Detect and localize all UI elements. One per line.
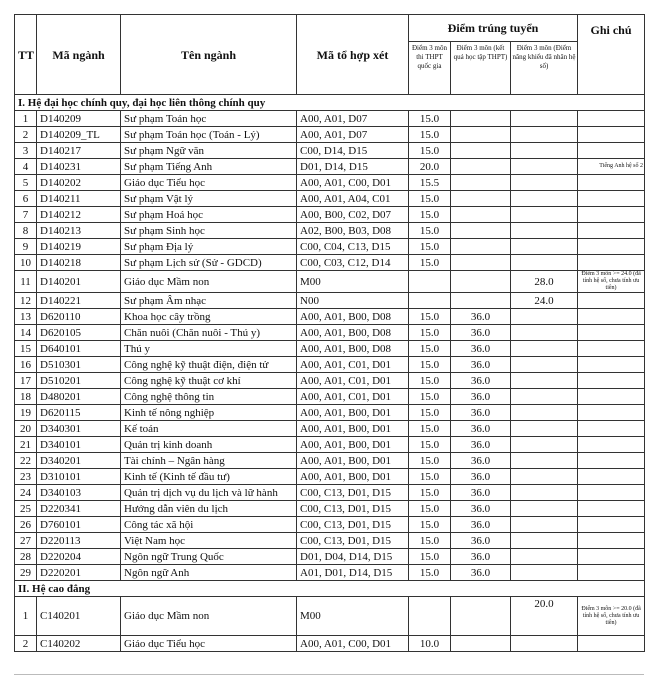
- cell-diem-hoc-ba: [451, 293, 511, 309]
- cell-to-hop: A00, A01, C01, D01: [297, 373, 409, 389]
- cell-diem-thpt: 15.0: [409, 223, 451, 239]
- cell-diem-hoc-ba: 36.0: [451, 325, 511, 341]
- cell-diem-nang-khieu: [511, 565, 578, 581]
- header-score-hoc-ba: Điểm 3 môn (kết quả học tập THPT): [451, 42, 511, 95]
- cell-ma-nganh: D140217: [37, 143, 121, 159]
- cell-ten-nganh: Quản trị dịch vụ du lịch và lữ hành: [121, 485, 297, 501]
- table-row: [15, 485, 645, 501]
- cell-diem-hoc-ba: [451, 636, 511, 652]
- cell-to-hop: A00, A01, B00, D08: [297, 325, 409, 341]
- header-score-nang-khieu: Điểm 3 môn (Điểm năng khiếu đã nhân hệ số): [511, 42, 578, 95]
- admission-score-document: [14, 14, 644, 652]
- cell-ma-nganh: D340101: [37, 437, 121, 453]
- cell-diem-nang-khieu: [511, 175, 578, 191]
- cell-ma-nganh: D310101: [37, 469, 121, 485]
- table-row: [15, 239, 645, 255]
- table-row: [15, 159, 645, 175]
- cell-to-hop: C00, C13, D01, D15: [297, 485, 409, 501]
- table-row: [15, 389, 645, 405]
- cell-ma-nganh: D140231: [37, 159, 121, 175]
- cell-tt: 2: [15, 636, 37, 652]
- cell-ghi-chu: [578, 373, 645, 389]
- table-row: [15, 175, 645, 191]
- cell-ghi-chu: [578, 127, 645, 143]
- cell-diem-hoc-ba: 36.0: [451, 389, 511, 405]
- cell-to-hop: A00, A01, B00, D01: [297, 469, 409, 485]
- cell-ghi-chu: [578, 533, 645, 549]
- cell-ghi-chu: [578, 239, 645, 255]
- cell-to-hop: A01, D01, D14, D15: [297, 565, 409, 581]
- cell-tt: 8: [15, 223, 37, 239]
- cell-diem-hoc-ba: 36.0: [451, 517, 511, 533]
- cell-diem-thpt: 15.0: [409, 533, 451, 549]
- cell-ten-nganh: Công nghệ kỹ thuật điện, điện tử: [121, 357, 297, 373]
- cell-diem-hoc-ba: [451, 159, 511, 175]
- cell-to-hop: A00, A01, D07: [297, 111, 409, 127]
- cell-tt: 19: [15, 405, 37, 421]
- cell-diem-thpt: 15.0: [409, 565, 451, 581]
- cell-diem-nang-khieu: [511, 469, 578, 485]
- cell-tt: 21: [15, 437, 37, 453]
- cell-ten-nganh: Việt Nam học: [121, 533, 297, 549]
- cell-diem-hoc-ba: [451, 223, 511, 239]
- cell-diem-hoc-ba: 36.0: [451, 373, 511, 389]
- cell-diem-thpt: 15.0: [409, 517, 451, 533]
- cell-diem-thpt: 15.0: [409, 453, 451, 469]
- cell-ghi-chu: [578, 191, 645, 207]
- table-row: [15, 549, 645, 565]
- cell-tt: 27: [15, 533, 37, 549]
- cell-tt: 24: [15, 485, 37, 501]
- header-ten-nganh: Tên ngành: [121, 15, 297, 95]
- cell-diem-hoc-ba: [451, 207, 511, 223]
- header-ma-nganh: Mã ngành: [37, 15, 121, 95]
- cell-ten-nganh: Chăn nuôi (Chăn nuôi - Thú y): [121, 325, 297, 341]
- cell-tt: 3: [15, 143, 37, 159]
- cell-ghi-chu: [578, 437, 645, 453]
- table-row: [15, 469, 645, 485]
- cell-to-hop: C00, C13, D01, D15: [297, 501, 409, 517]
- cell-ghi-chu: [578, 143, 645, 159]
- table-row: [15, 223, 645, 239]
- table-row: [15, 373, 645, 389]
- cell-diem-nang-khieu: 24.0: [511, 293, 578, 309]
- cell-tt: 13: [15, 309, 37, 325]
- cell-diem-hoc-ba: 36.0: [451, 485, 511, 501]
- admission-score-table: [14, 14, 645, 652]
- cell-tt: 7: [15, 207, 37, 223]
- cell-ghi-chu: [578, 565, 645, 581]
- cell-ten-nganh: Sư phạm Hoá học: [121, 207, 297, 223]
- cell-diem-nang-khieu: 20.0: [511, 597, 578, 636]
- cell-diem-hoc-ba: 36.0: [451, 309, 511, 325]
- cell-diem-thpt: 15.0: [409, 111, 451, 127]
- cell-ten-nganh: Giáo dục Tiểu học: [121, 636, 297, 652]
- cell-ghi-chu: [578, 309, 645, 325]
- cell-ten-nganh: Công tác xã hội: [121, 517, 297, 533]
- cell-ghi-chu: [578, 357, 645, 373]
- cell-tt: 26: [15, 517, 37, 533]
- cell-ma-nganh: D760101: [37, 517, 121, 533]
- cell-ma-nganh: D510201: [37, 373, 121, 389]
- cell-tt: 20: [15, 421, 37, 437]
- cell-to-hop: A00, A01, C01, D01: [297, 389, 409, 405]
- cell-ghi-chu: [578, 469, 645, 485]
- cell-diem-nang-khieu: [511, 191, 578, 207]
- cell-diem-nang-khieu: [511, 127, 578, 143]
- cell-ma-nganh: D620115: [37, 405, 121, 421]
- cell-diem-thpt: 15.0: [409, 373, 451, 389]
- cell-diem-nang-khieu: [511, 341, 578, 357]
- cell-ma-nganh: D140209_TL: [37, 127, 121, 143]
- cell-tt: 5: [15, 175, 37, 191]
- table-row: [15, 421, 645, 437]
- cell-diem-hoc-ba: 36.0: [451, 357, 511, 373]
- table-row: [15, 143, 645, 159]
- cell-ma-nganh: D140218: [37, 255, 121, 271]
- table-row: [15, 636, 645, 652]
- cell-ten-nganh: Quản trị kinh doanh: [121, 437, 297, 453]
- cell-ma-nganh: D480201: [37, 389, 121, 405]
- cell-diem-thpt: 15.5: [409, 175, 451, 191]
- cell-diem-hoc-ba: 36.0: [451, 565, 511, 581]
- cell-ghi-chu: Điểm 3 môn >= 24.0 (đã tính hệ số, chưa tính ưu tiên): [578, 271, 645, 293]
- cell-ten-nganh: Sư phạm Toán học (Toán - Lý): [121, 127, 297, 143]
- cell-ma-nganh: D220201: [37, 565, 121, 581]
- cell-ma-nganh: D140212: [37, 207, 121, 223]
- cell-diem-thpt: 15.0: [409, 389, 451, 405]
- cell-ghi-chu: [578, 485, 645, 501]
- cell-tt: 16: [15, 357, 37, 373]
- cell-tt: 18: [15, 389, 37, 405]
- cell-to-hop: A00, A01, B00, D01: [297, 405, 409, 421]
- cell-to-hop: M00: [297, 271, 409, 293]
- cell-to-hop: A00, A01, B00, D08: [297, 309, 409, 325]
- table-row: [15, 191, 645, 207]
- cell-diem-nang-khieu: [511, 517, 578, 533]
- cell-ten-nganh: Sư phạm Toán học: [121, 111, 297, 127]
- cell-diem-nang-khieu: [511, 239, 578, 255]
- cell-ten-nganh: Kinh tế nông nghiệp: [121, 405, 297, 421]
- cell-ten-nganh: Giáo dục Mầm non: [121, 271, 297, 293]
- cell-ten-nganh: Công nghệ thông tin: [121, 389, 297, 405]
- cell-diem-thpt: 15.0: [409, 309, 451, 325]
- table-row: [15, 341, 645, 357]
- table-row: [15, 111, 645, 127]
- cell-ghi-chu: [578, 405, 645, 421]
- cell-diem-nang-khieu: [511, 373, 578, 389]
- cell-diem-hoc-ba: [451, 143, 511, 159]
- cell-ma-nganh: D140213: [37, 223, 121, 239]
- cell-ma-nganh: D620105: [37, 325, 121, 341]
- cell-to-hop: C00, C13, D01, D15: [297, 517, 409, 533]
- cell-ma-nganh: D220341: [37, 501, 121, 517]
- cell-diem-thpt: 15.0: [409, 469, 451, 485]
- cell-to-hop: A00, B00, C02, D07: [297, 207, 409, 223]
- cell-to-hop: A00, A01, B00, D01: [297, 421, 409, 437]
- cell-diem-hoc-ba: 36.0: [451, 437, 511, 453]
- cell-ma-nganh: D220113: [37, 533, 121, 549]
- cell-tt: 17: [15, 373, 37, 389]
- cell-ghi-chu: [578, 325, 645, 341]
- cell-diem-hoc-ba: 36.0: [451, 469, 511, 485]
- cell-diem-nang-khieu: [511, 533, 578, 549]
- cell-ten-nganh: Thú y: [121, 341, 297, 357]
- header-ghi-chu: Ghi chú: [578, 15, 645, 95]
- cell-ma-nganh: D140219: [37, 239, 121, 255]
- cell-ten-nganh: Sư phạm Sinh học: [121, 223, 297, 239]
- cell-ma-nganh: D140211: [37, 191, 121, 207]
- cell-ghi-chu: Điểm 3 môn >= 20.0 (đã tính hệ số, chưa tính ưu tiên): [578, 597, 645, 636]
- cell-diem-thpt: 15.0: [409, 207, 451, 223]
- cell-tt: 2: [15, 127, 37, 143]
- cell-to-hop: C00, C13, D01, D15: [297, 533, 409, 549]
- cell-to-hop: A00, A01, B00, D08: [297, 341, 409, 357]
- cell-ten-nganh: Tài chính – Ngân hàng: [121, 453, 297, 469]
- cell-tt: 6: [15, 191, 37, 207]
- cell-diem-nang-khieu: [511, 405, 578, 421]
- cell-ma-nganh: D510301: [37, 357, 121, 373]
- cell-diem-nang-khieu: [511, 207, 578, 223]
- cell-diem-thpt: 15.0: [409, 239, 451, 255]
- cell-ghi-chu: [578, 549, 645, 565]
- cell-tt: 4: [15, 159, 37, 175]
- cell-diem-nang-khieu: [511, 255, 578, 271]
- cell-to-hop: A00, A01, C00, D01: [297, 175, 409, 191]
- section-header-row: [15, 95, 645, 111]
- cell-ma-nganh: D140221: [37, 293, 121, 309]
- cell-ma-nganh: D220204: [37, 549, 121, 565]
- cell-ghi-chu: [578, 389, 645, 405]
- cell-diem-nang-khieu: [511, 389, 578, 405]
- cell-to-hop: A00, A01, A04, C01: [297, 191, 409, 207]
- cell-to-hop: A02, B00, B03, D08: [297, 223, 409, 239]
- section-title: I. Hệ đại học chính quy, đại học liên thông chính quy: [15, 95, 645, 111]
- cell-ma-nganh: D340103: [37, 485, 121, 501]
- cell-ten-nganh: Sư phạm Âm nhạc: [121, 293, 297, 309]
- table-body: [15, 95, 645, 652]
- cell-ten-nganh: Sư phạm Vật lý: [121, 191, 297, 207]
- table-row: [15, 127, 645, 143]
- cell-ten-nganh: Giáo dục Tiểu học: [121, 175, 297, 191]
- cell-diem-hoc-ba: 36.0: [451, 501, 511, 517]
- page-bottom-rule: [14, 674, 644, 675]
- cell-to-hop: A00, A01, C00, D01: [297, 636, 409, 652]
- cell-tt: 23: [15, 469, 37, 485]
- cell-to-hop: C00, C03, C12, D14: [297, 255, 409, 271]
- cell-to-hop: M00: [297, 597, 409, 636]
- table-row: [15, 325, 645, 341]
- cell-diem-thpt: 15.0: [409, 421, 451, 437]
- cell-diem-nang-khieu: [511, 501, 578, 517]
- table-row: [15, 517, 645, 533]
- cell-ghi-chu: [578, 501, 645, 517]
- cell-diem-nang-khieu: [511, 485, 578, 501]
- table-row: [15, 405, 645, 421]
- cell-diem-hoc-ba: [451, 597, 511, 636]
- cell-diem-hoc-ba: [451, 239, 511, 255]
- cell-tt: 28: [15, 549, 37, 565]
- cell-to-hop: A00, A01, D07: [297, 127, 409, 143]
- cell-diem-hoc-ba: [451, 255, 511, 271]
- cell-ghi-chu: Tiếng Anh hệ số 2: [578, 159, 645, 175]
- cell-diem-nang-khieu: [511, 437, 578, 453]
- cell-ghi-chu: [578, 636, 645, 652]
- section-title: II. Hệ cao đẳng: [15, 581, 645, 597]
- header-diem-trung-tuyen: Điểm trúng tuyển: [409, 15, 578, 42]
- cell-tt: 12: [15, 293, 37, 309]
- table-row: [15, 533, 645, 549]
- cell-diem-hoc-ba: 36.0: [451, 533, 511, 549]
- cell-diem-hoc-ba: 36.0: [451, 549, 511, 565]
- cell-tt: 1: [15, 597, 37, 636]
- cell-diem-hoc-ba: 36.0: [451, 341, 511, 357]
- cell-ma-nganh: D140209: [37, 111, 121, 127]
- table-row: [15, 309, 645, 325]
- cell-diem-thpt: 15.0: [409, 549, 451, 565]
- cell-diem-thpt: 15.0: [409, 485, 451, 501]
- section-header-row: [15, 581, 645, 597]
- cell-ghi-chu: [578, 223, 645, 239]
- table-row: [15, 501, 645, 517]
- cell-diem-thpt: 15.0: [409, 143, 451, 159]
- header-tt: TT: [15, 15, 37, 95]
- cell-ma-nganh: D620110: [37, 309, 121, 325]
- table-row: [15, 271, 645, 293]
- cell-tt: 25: [15, 501, 37, 517]
- table-row: [15, 293, 645, 309]
- cell-tt: 9: [15, 239, 37, 255]
- cell-ma-nganh: D640101: [37, 341, 121, 357]
- cell-ten-nganh: Ngôn ngữ Anh: [121, 565, 297, 581]
- cell-diem-nang-khieu: [511, 223, 578, 239]
- cell-ma-nganh: C140201: [37, 597, 121, 636]
- cell-ghi-chu: [578, 453, 645, 469]
- table-row: [15, 453, 645, 469]
- cell-ten-nganh: Sư phạm Tiếng Anh: [121, 159, 297, 175]
- cell-diem-hoc-ba: [451, 175, 511, 191]
- cell-tt: 15: [15, 341, 37, 357]
- cell-diem-hoc-ba: 36.0: [451, 421, 511, 437]
- cell-tt: 11: [15, 271, 37, 293]
- cell-diem-thpt: 10.0: [409, 636, 451, 652]
- cell-ma-nganh: D140201: [37, 271, 121, 293]
- cell-to-hop: D01, D14, D15: [297, 159, 409, 175]
- cell-to-hop: A00, A01, B00, D01: [297, 437, 409, 453]
- cell-diem-thpt: 20.0: [409, 159, 451, 175]
- cell-diem-thpt: 15.0: [409, 255, 451, 271]
- cell-diem-thpt: 15.0: [409, 341, 451, 357]
- cell-diem-nang-khieu: [511, 421, 578, 437]
- cell-ma-nganh: D340201: [37, 453, 121, 469]
- cell-diem-nang-khieu: [511, 111, 578, 127]
- cell-ghi-chu: [578, 421, 645, 437]
- cell-diem-hoc-ba: [451, 111, 511, 127]
- table-row: [15, 207, 645, 223]
- cell-diem-thpt: 15.0: [409, 325, 451, 341]
- cell-ten-nganh: Giáo dục Mầm non: [121, 597, 297, 636]
- cell-diem-thpt: 15.0: [409, 191, 451, 207]
- table-row: [15, 565, 645, 581]
- cell-ghi-chu: [578, 207, 645, 223]
- cell-to-hop: N00: [297, 293, 409, 309]
- cell-ten-nganh: Công nghệ kỹ thuật cơ khí: [121, 373, 297, 389]
- cell-ghi-chu: [578, 341, 645, 357]
- cell-diem-hoc-ba: [451, 127, 511, 143]
- cell-to-hop: C00, C04, C13, D15: [297, 239, 409, 255]
- cell-diem-nang-khieu: [511, 636, 578, 652]
- cell-tt: 29: [15, 565, 37, 581]
- cell-diem-thpt: [409, 293, 451, 309]
- cell-diem-thpt: [409, 271, 451, 293]
- table-row: [15, 357, 645, 373]
- cell-tt: 1: [15, 111, 37, 127]
- cell-diem-nang-khieu: [511, 453, 578, 469]
- cell-ghi-chu: [578, 255, 645, 271]
- cell-tt: 22: [15, 453, 37, 469]
- cell-ghi-chu: [578, 517, 645, 533]
- cell-ma-nganh: D340301: [37, 421, 121, 437]
- cell-diem-nang-khieu: [511, 549, 578, 565]
- cell-diem-hoc-ba: 36.0: [451, 453, 511, 469]
- cell-ghi-chu: [578, 175, 645, 191]
- cell-ten-nganh: Kế toán: [121, 421, 297, 437]
- cell-ten-nganh: Khoa học cây trồng: [121, 309, 297, 325]
- cell-diem-hoc-ba: [451, 191, 511, 207]
- cell-ten-nganh: Ngôn ngữ Trung Quốc: [121, 549, 297, 565]
- cell-ten-nganh: Sư phạm Địa lý: [121, 239, 297, 255]
- cell-diem-thpt: 15.0: [409, 405, 451, 421]
- table-row: [15, 437, 645, 453]
- cell-ten-nganh: Sư phạm Lịch sử (Sử - GDCD): [121, 255, 297, 271]
- header-score-thpt: Điểm 3 môn thi THPT quốc gia: [409, 42, 451, 95]
- cell-diem-nang-khieu: [511, 357, 578, 373]
- cell-to-hop: A00, A01, C01, D01: [297, 357, 409, 373]
- cell-diem-nang-khieu: [511, 309, 578, 325]
- cell-to-hop: D01, D04, D14, D15: [297, 549, 409, 565]
- table-row: [15, 597, 645, 636]
- cell-diem-nang-khieu: [511, 159, 578, 175]
- cell-diem-nang-khieu: [511, 325, 578, 341]
- cell-diem-thpt: 15.0: [409, 437, 451, 453]
- table-row: [15, 255, 645, 271]
- cell-ten-nganh: Sư phạm Ngữ văn: [121, 143, 297, 159]
- cell-ten-nganh: Hướng dẫn viên du lịch: [121, 501, 297, 517]
- cell-diem-thpt: 15.0: [409, 357, 451, 373]
- cell-diem-hoc-ba: 36.0: [451, 405, 511, 421]
- cell-ghi-chu: [578, 293, 645, 309]
- cell-tt: 10: [15, 255, 37, 271]
- cell-diem-nang-khieu: 28.0: [511, 271, 578, 293]
- cell-to-hop: A00, A01, B00, D01: [297, 453, 409, 469]
- cell-diem-thpt: 15.0: [409, 127, 451, 143]
- cell-diem-nang-khieu: [511, 143, 578, 159]
- cell-ghi-chu: [578, 111, 645, 127]
- cell-diem-thpt: 15.0: [409, 501, 451, 517]
- cell-ma-nganh: D140202: [37, 175, 121, 191]
- cell-to-hop: C00, D14, D15: [297, 143, 409, 159]
- cell-ma-nganh: C140202: [37, 636, 121, 652]
- cell-diem-thpt: [409, 597, 451, 636]
- cell-diem-hoc-ba: [451, 271, 511, 293]
- cell-tt: 14: [15, 325, 37, 341]
- cell-ten-nganh: Kinh tế (Kinh tế đầu tư): [121, 469, 297, 485]
- header-ma-to-hop: Mã tổ hợp xét: [297, 15, 409, 95]
